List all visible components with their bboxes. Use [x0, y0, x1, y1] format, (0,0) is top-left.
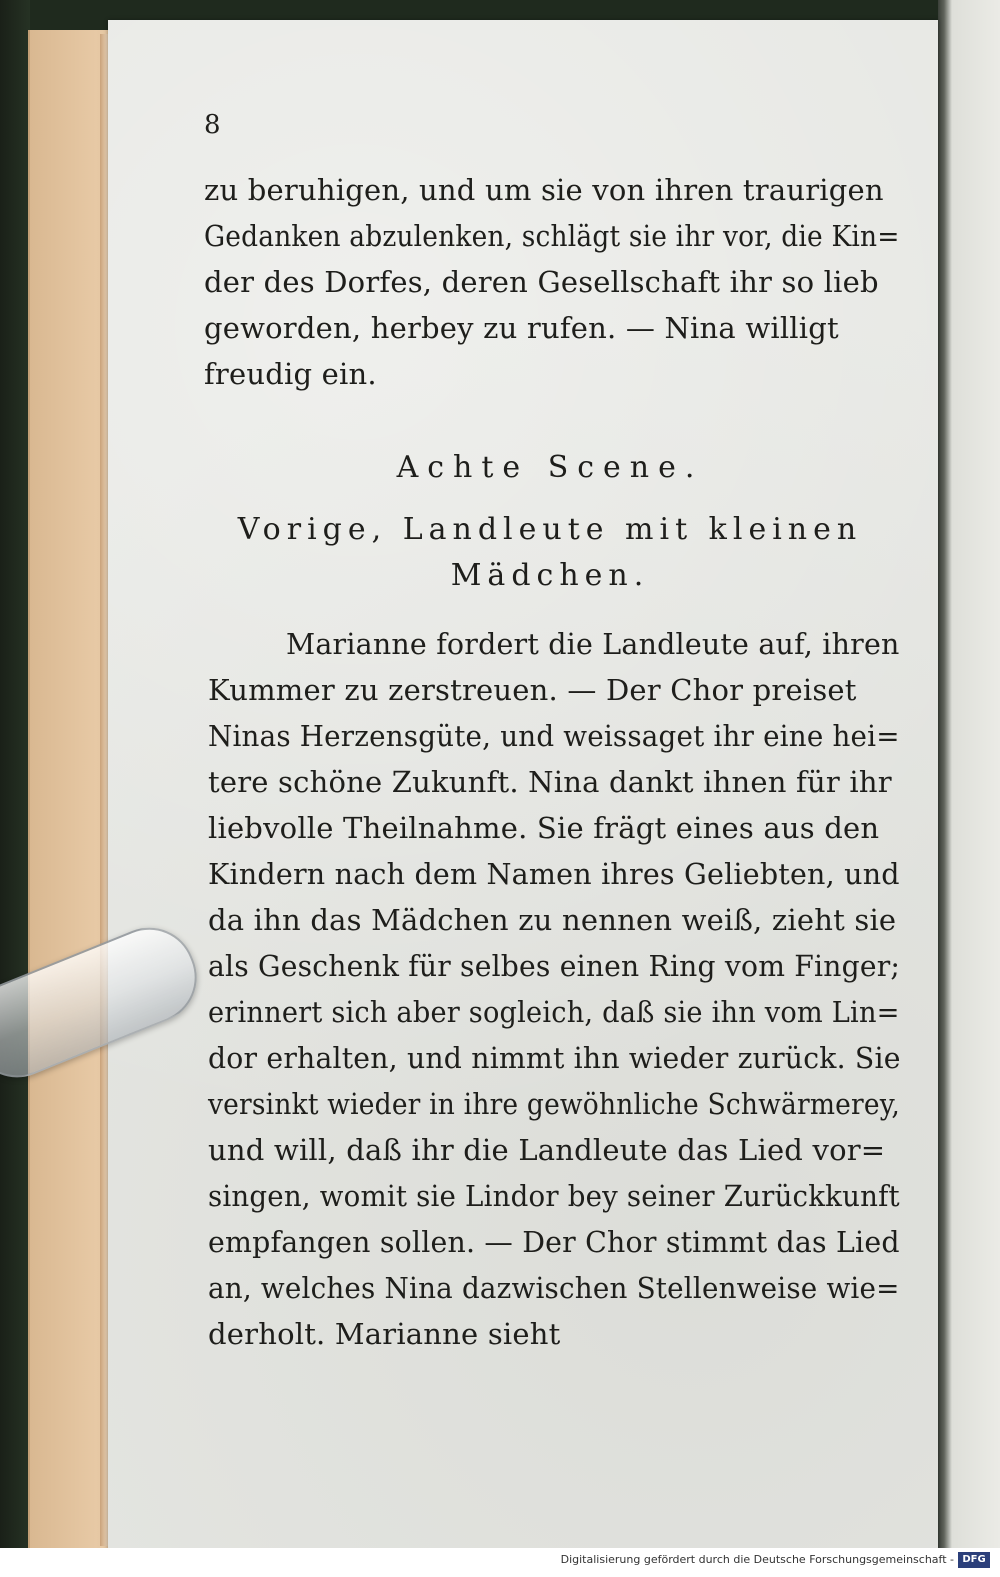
text-line: Kindern nach dem Namen ihres Geliebten, und [208, 857, 900, 891]
text-line: Ninas Herzensgüte, und weissaget ihr eine hei= [208, 719, 900, 753]
text-line: zu beruhigen, und um sie von ihren traurigen [204, 173, 884, 207]
page-number: 8 [204, 110, 221, 140]
text-line: an, welches Nina dazwischen Stellenweise wie= [208, 1271, 900, 1305]
text-line: erinnert sich aber sogleich, daß sie ihn vom Lin= [208, 995, 900, 1029]
text-line: geworden, herbey zu rufen. — Nina willigt [204, 311, 839, 345]
text-line: da ihn das Mädchen zu nennen weiß, zieht sie [208, 903, 897, 937]
text-line: Marianne fordert die Landleute auf, ihren [286, 627, 900, 661]
text-line: derholt. Marianne sieht [208, 1317, 561, 1351]
scene-persons-line: Vorige, Landleute mit kleinen [237, 512, 863, 547]
next-page-edge [938, 0, 1000, 1560]
funding-credit: Digitalisierung gefördert durch die Deutsche Forschungsgemeinschaft - [560, 1553, 954, 1566]
text-line: freudig ein. [204, 357, 377, 391]
text-line: Kummer zu zerstreuen. — Der Chor preiset [208, 673, 857, 707]
text-line: empfangen sollen. — Der Chor stimmt das Lied [208, 1225, 900, 1259]
text-line: singen, womit sie Lindor bey seiner Zurückkunft [208, 1179, 900, 1213]
text-line: dor erhalten, und nimmt ihn wieder zurück. Sie [208, 1041, 901, 1075]
text-line: tere schöne Zukunft. Nina dankt ihnen für ihr [208, 765, 892, 799]
text-line: als Geschenk für selbes einen Ring vom Finger; [208, 949, 901, 983]
scanner-background [0, 0, 30, 1577]
text-line: liebvolle Theilnahme. Sie frägt eines aus den [208, 811, 880, 845]
scene-title: Achte Scene. [396, 450, 704, 485]
text-line: der des Dorfes, deren Gesellschaft ihr so lieb [204, 265, 879, 299]
text-line: Gedanken abzulenken, schlägt sie ihr vor, die Kin= [204, 219, 900, 253]
dfg-logo: DFG [958, 1552, 990, 1568]
scene-persons-line: Mädchen. [450, 558, 650, 593]
text-line: und will, daß ihr die Landleute das Lied vor= [208, 1133, 886, 1167]
text-line: versinkt wieder in ihre gewöhnliche Schwärmerey, [208, 1087, 901, 1121]
